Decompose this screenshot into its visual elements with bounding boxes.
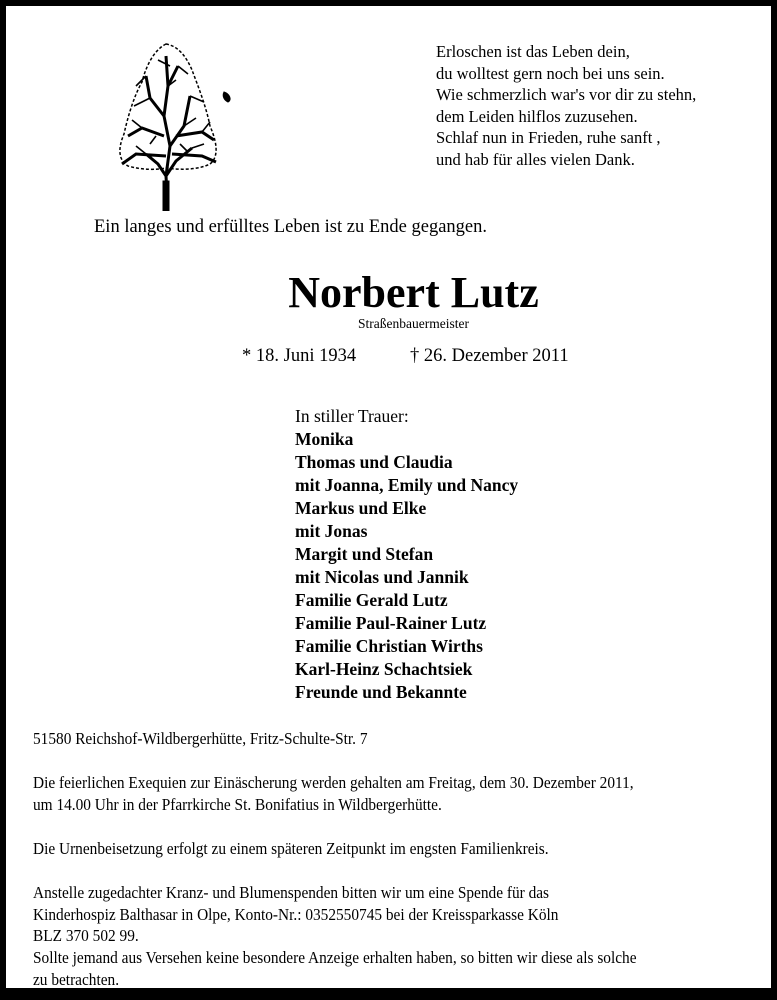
deceased-name: Norbert Lutz [288,268,539,317]
donation-line: Anstelle zugedachter Kranz- und Blumenspenden bitten wir um eine Spende für das [33,883,550,902]
mourner-name: Freunde und Bekannte [295,682,467,702]
donation-line: Kinderhospiz Balthasar in Olpe, Konto-Nr.: 0352550745 bei der Kreissparkasse Köln [33,904,559,924]
poem-line: Schlaf nun in Frieden, ruhe sanft , [436,128,661,147]
deceased-profession: Straßenbauermeister [358,316,469,331]
mourner-name: mit Nicolas und Jannik [295,567,469,587]
service-paragraph [33,772,634,815]
poem-line: dem Leiden hilflos zuzusehen. [436,106,638,126]
poem-line: Wie schmerzlich war's vor dir zu stehn, [436,85,697,104]
obituary-notice [6,6,771,988]
mourner-name: Thomas und Claudia [295,452,453,472]
intro-line: Ein langes und erfülltes Leben ist zu Ende gegangen. [94,217,487,237]
service-line: Die feierlichen Exequien zur Einäscherung werden gehalten am Freitag, dem 30. Dezember 2011, [33,773,634,792]
mourner-name: mit Joanna, Emily und Nancy [295,475,519,495]
death-date: † 26. Dezember 2011 [410,346,569,366]
mourner-name: Monika [295,429,354,449]
mourner-name: Markus und Elke [295,498,427,518]
mourner-name: mit Jonas [295,521,368,541]
poem-line: und hab für alles vielen Dank. [436,149,635,169]
burial-paragraph: Die Urnenbeisetzung erfolgt zu einem späteren Zeitpunkt im engsten Familienkreis. [33,839,549,858]
closing-line: Sollte jemand aus Versehen keine besondere Anzeige erhalten haben, so bitten wir diese als solche [33,948,637,967]
closing-paragraph [33,947,637,988]
poem [436,41,696,170]
mourner-name: Familie Gerald Lutz [295,590,448,610]
service-line: um 14.00 Uhr in der Pfarrkirche St. Bonifatius in Wildbergerhütte. [33,794,442,814]
mourner-name: Karl-Heinz Schachtsiek [295,659,473,679]
tree-icon [106,36,236,211]
mourner-name: Margit und Stefan [295,544,434,564]
address: 51580 Reichshof-Wildbergerhütte, Fritz-Schulte-Str. 7 [33,729,368,748]
donation-line: BLZ 370 502 99. [33,926,139,945]
donation-paragraph [33,882,558,947]
mourner-name: Familie Paul-Rainer Lutz [295,613,487,633]
birth-date: * 18. Juni 1934 [242,346,357,366]
mourners-list [295,405,518,704]
closing-line: zu betrachten. [33,969,120,988]
poem-line: du wolltest gern noch bei uns sein. [436,63,665,83]
mourners-heading: In stiller Trauer: [295,406,409,426]
mourner-name: Familie Christian Wirths [295,636,483,656]
poem-line: Erloschen ist das Leben dein, [436,42,630,61]
